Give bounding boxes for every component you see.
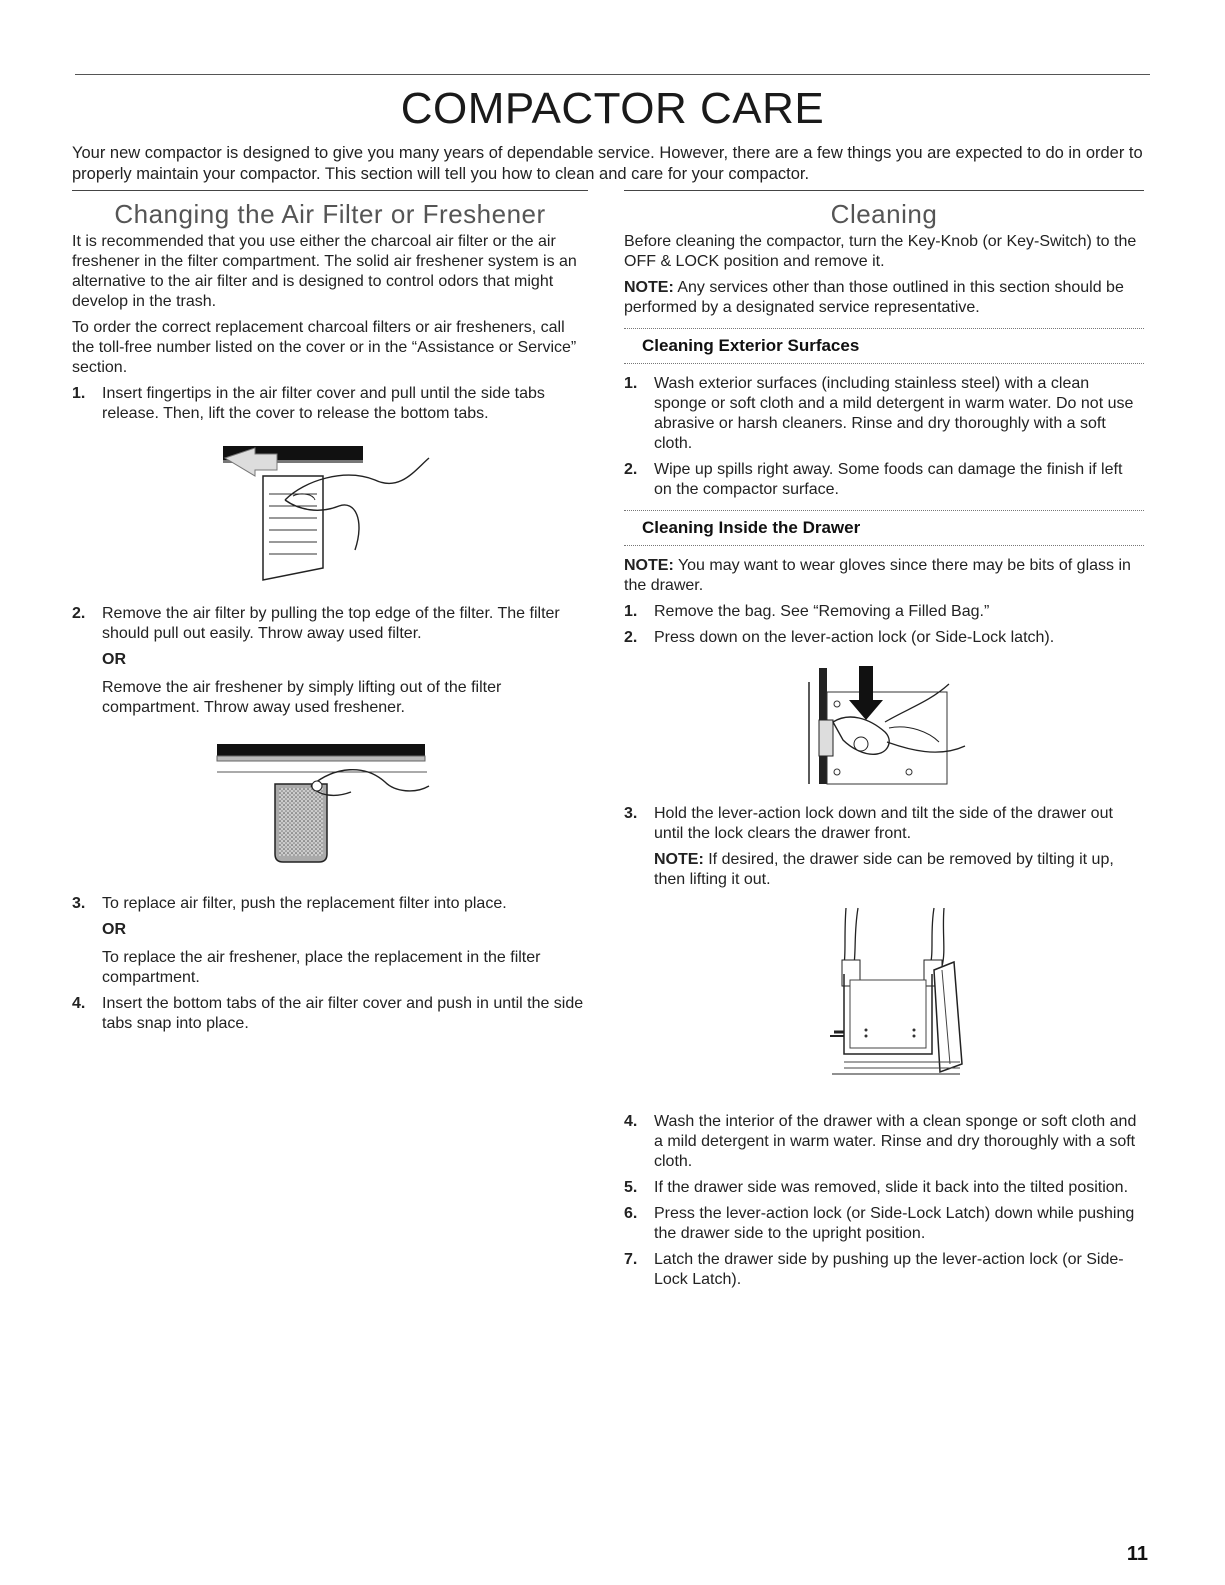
remove-air-filter-illustration [215, 736, 445, 876]
step-number: 1. [624, 375, 638, 392]
inside-drawer-heading: Cleaning Inside the Drawer [624, 510, 1144, 546]
step-number: 2. [624, 461, 638, 478]
right-column-rule [624, 190, 1144, 191]
step-text: To replace air filter, push the replacement filter into place. [102, 895, 507, 912]
cleaning-note [624, 278, 1144, 318]
drawer-tilt-illustration [784, 904, 984, 1094]
step-text: Wash the interior of the drawer with a clean sponge or soft cloth and a mild detergent in warm water. Rinse and dry thoroughly with a soft cloth. [654, 1113, 1137, 1170]
air-filter-heading: Changing the Air Filter or Freshener [114, 199, 546, 229]
step-number: 2. [624, 629, 638, 646]
inside-step-4 [624, 1112, 1144, 1172]
step-text: Insert fingertips in the air filter cover and pull until the side tabs release. Then, lift the cover to release the bottom tabs. [102, 385, 545, 422]
step-text: Press the lever-action lock (or Side-Lock Latch) down while pushing the drawer side to the upright position. [654, 1205, 1135, 1242]
step-number: 7. [624, 1251, 638, 1268]
note-label: NOTE: [624, 279, 674, 296]
step-text: Remove the air filter by pulling the top edge of the filter. The filter should pull out easily. Throw away used filter. [102, 605, 560, 642]
inside-step-3 [624, 804, 1144, 844]
inside-step-5 [624, 1178, 1144, 1198]
step-text: Remove the bag. See “Removing a Filled Bag.” [654, 603, 990, 620]
step-number: 4. [72, 995, 86, 1012]
page-number: 11 [1126, 1543, 1148, 1565]
air-filter-step-4 [72, 994, 588, 1034]
right-column [624, 190, 1144, 1296]
left-column [72, 190, 588, 1040]
air-freshener-replace-text: To replace the air freshener, place the replacement in the filter compartment. [102, 949, 541, 986]
or-label: OR [102, 921, 126, 938]
step-number: 6. [624, 1205, 638, 1222]
note-text: If desired, the drawer side can be removed by tilting it up, then lifting it out. [654, 851, 1114, 888]
exterior-step-2 [624, 460, 1144, 500]
page-title: COMPACTOR CARE [400, 84, 825, 133]
air-filter-step-2 [72, 604, 588, 644]
inside-step-7 [624, 1250, 1144, 1290]
intro-paragraph: Your new compactor is designed to give you many years of dependable service. However, there are a few things you are expected to do in order to properly maintain your compactor. This section will tell you how to clean and care for your compactor. [72, 144, 1143, 183]
note-text: Any services other than those outlined in this section should be performed by a designated service representative. [624, 279, 1124, 316]
air-filter-step-3 [72, 894, 588, 914]
lever-lock-illustration [789, 662, 979, 792]
air-filter-order-info: To order the correct replacement charcoal filters or air fresheners, call the toll-free number listed on the cover or in the “Assistance or Service” section. [72, 319, 577, 376]
remove-filter-cover-illustration [215, 440, 445, 590]
step-number: 2. [72, 605, 86, 622]
step-text: Latch the drawer side by pushing up the lever-action lock (or Side-Lock Latch). [654, 1251, 1124, 1288]
step-text: Wash exterior surfaces (including stainless steel) with a clean sponge or soft cloth and a mild detergent in warm water. Do not use abrasive or harsh cleaners. Rinse and dry thoroughly with a soft cloth. [654, 375, 1134, 452]
step-text: Press down on the lever-action lock (or Side-Lock latch). [654, 629, 1055, 646]
step-number: 3. [624, 805, 638, 822]
step-number: 3. [72, 895, 86, 912]
step-number: 5. [624, 1179, 638, 1196]
step-number: 1. [72, 385, 86, 402]
note-label: NOTE: [654, 851, 704, 868]
or-label: OR [102, 651, 126, 668]
step-text: Wipe up spills right away. Some foods can damage the finish if left on the compactor surface. [654, 461, 1123, 498]
inside-step-2 [624, 628, 1144, 648]
inside-step-6 [624, 1204, 1144, 1244]
note-label: NOTE: [624, 557, 674, 574]
top-rule [75, 74, 1150, 75]
air-freshener-removal-text: Remove the air freshener by simply lifting out of the filter compartment. Throw away used freshener. [102, 679, 502, 716]
inside-step-3-note [654, 850, 1144, 890]
note-text: You may want to wear gloves since there may be bits of glass in the drawer. [624, 557, 1131, 594]
air-filter-step-1 [72, 384, 588, 424]
step-text: If the drawer side was removed, slide it back into the tilted position. [654, 1179, 1129, 1196]
left-column-rule [72, 190, 588, 191]
step-text: Hold the lever-action lock down and tilt the side of the drawer out until the lock clears the drawer front. [654, 805, 1113, 842]
step-text: Insert the bottom tabs of the air filter cover and push in until the side tabs snap into place. [102, 995, 584, 1032]
step-number: 1. [624, 603, 638, 620]
inside-drawer-note [624, 556, 1144, 596]
inside-step-1 [624, 602, 1144, 622]
exterior-surfaces-heading: Cleaning Exterior Surfaces [624, 328, 1144, 364]
air-filter-intro: It is recommended that you use either the charcoal air filter or the air freshener in the filter compartment. The solid air freshener system is an alternative to the air filter and is designed to control odors that might develop in the trash. [72, 233, 577, 310]
cleaning-intro: Before cleaning the compactor, turn the Key-Knob (or Key-Switch) to the OFF & LOCK position and remove it. [624, 233, 1137, 270]
cleaning-heading: Cleaning [830, 199, 938, 229]
step-number: 4. [624, 1113, 638, 1130]
exterior-step-1 [624, 374, 1144, 454]
